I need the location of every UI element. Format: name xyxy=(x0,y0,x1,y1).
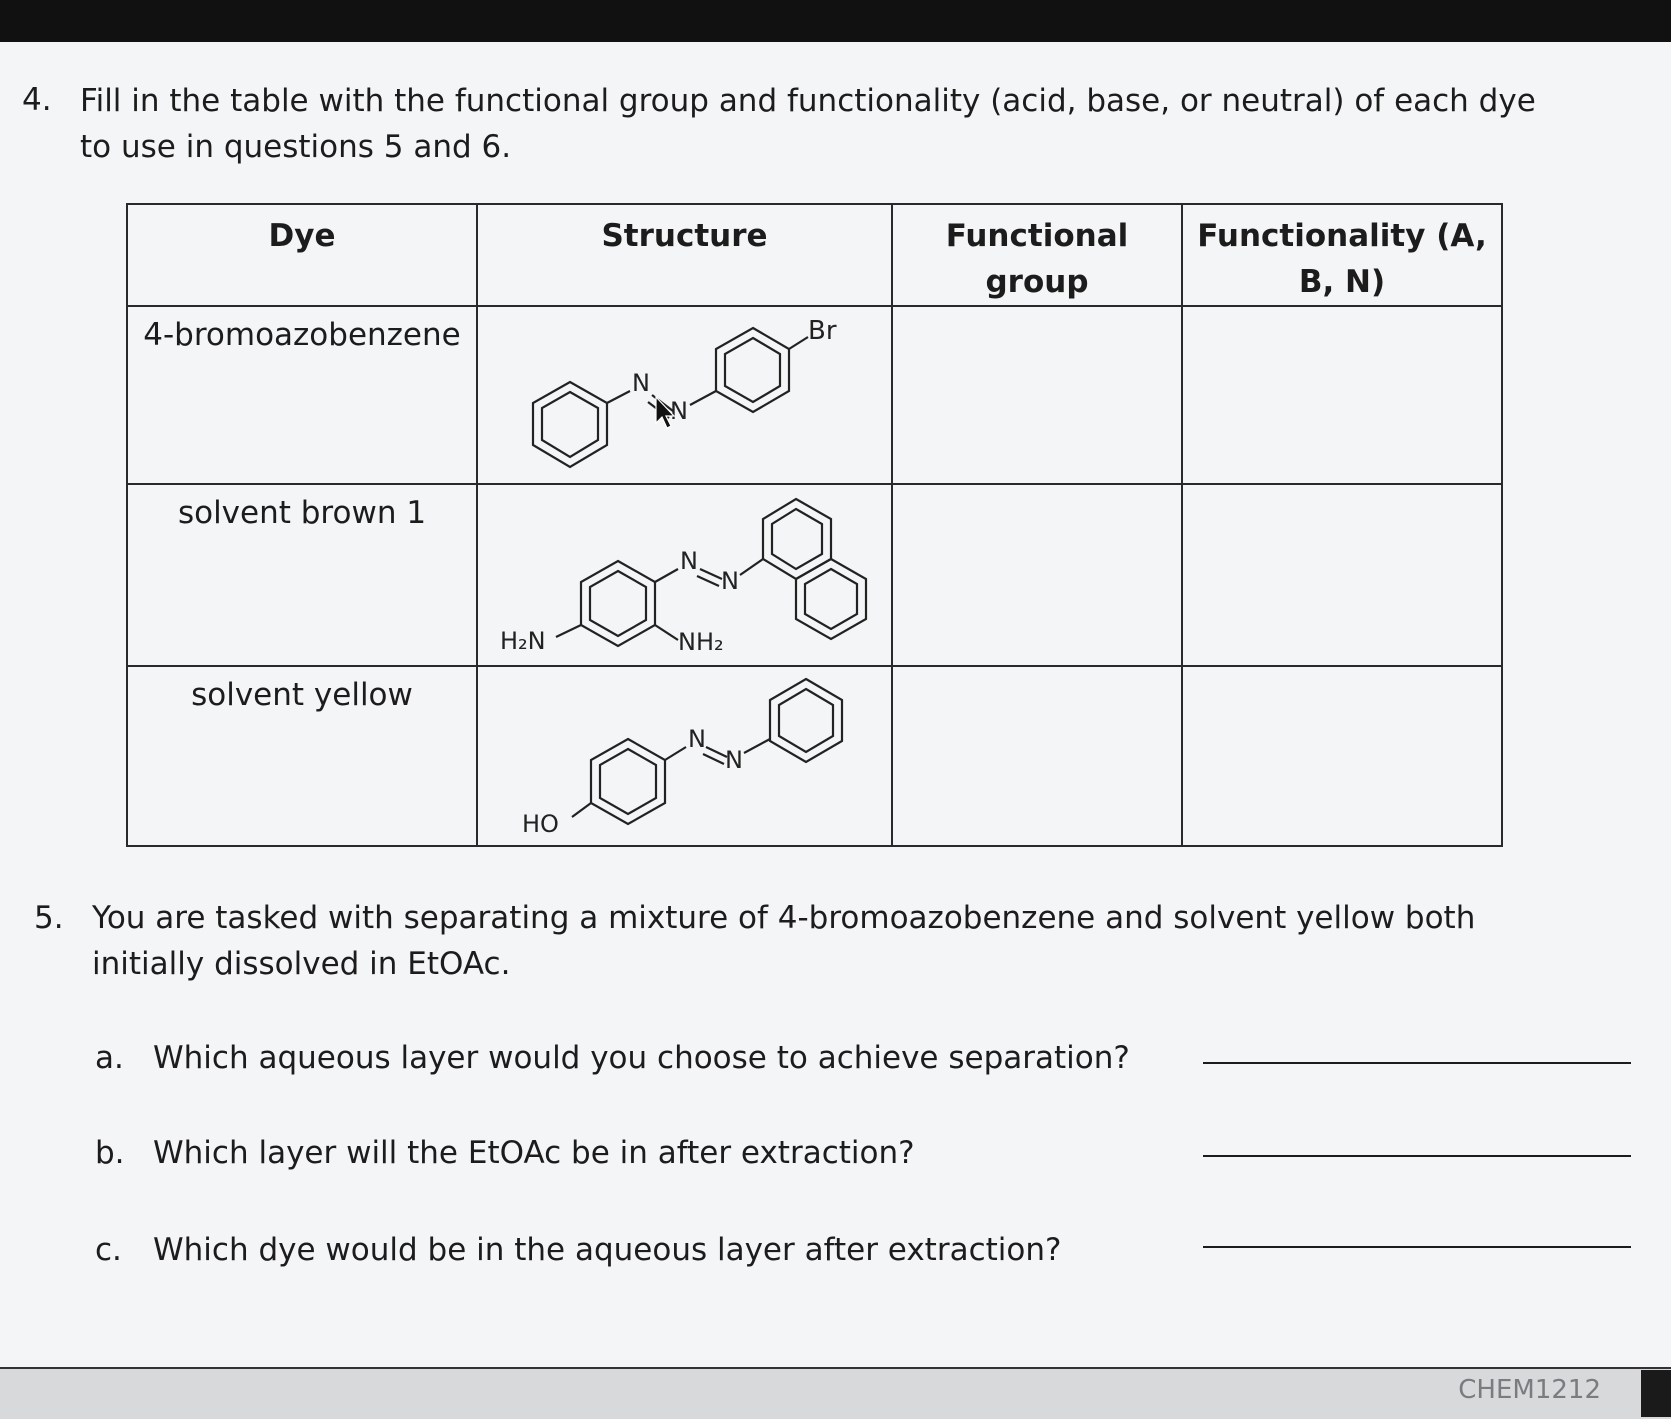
structure-cell xyxy=(477,666,892,846)
table-row xyxy=(127,484,1502,666)
answer-line-5c[interactable] xyxy=(1203,1246,1631,1248)
atom-label-n: N xyxy=(721,567,739,595)
benzene-inner-ring xyxy=(779,689,833,752)
atom-label-n: N xyxy=(670,397,688,425)
benzene-inner-ring xyxy=(600,749,656,814)
question-5-text: You are tasked with separating a mixture of 4-bromoazobenzene and solvent yellow both initially dissolved in EtOAc. xyxy=(92,900,1476,982)
functional-group-answer-cell[interactable] xyxy=(892,666,1182,846)
table-row xyxy=(127,666,1502,846)
footer-course-code: CHEM1212 xyxy=(1458,1375,1601,1405)
benzene-inner-ring xyxy=(725,338,780,402)
question-5a-letter: a. xyxy=(95,1040,124,1076)
answer-line-5a[interactable] xyxy=(1203,1062,1631,1064)
atom-label-h2n: H₂N xyxy=(500,627,546,655)
answer-line-5b[interactable] xyxy=(1203,1155,1631,1157)
atom-label-n: N xyxy=(632,369,650,397)
table-header-row xyxy=(127,204,1502,306)
naphthalene-inner-ring xyxy=(805,569,857,629)
atom-label-n: N xyxy=(725,746,743,774)
question-5a-text: Which aqueous layer would you choose to achieve separation? xyxy=(153,1040,1130,1076)
naphthalene-ring xyxy=(763,499,831,579)
structure-4-bromoazobenzene xyxy=(478,307,891,483)
header-structure: Structure xyxy=(477,204,892,306)
question-5c-letter: c. xyxy=(95,1232,122,1268)
naphthalene-ring xyxy=(796,559,866,639)
question-4-number: 4. xyxy=(22,82,52,118)
question-5c-text: Which dye would be in the aqueous layer after extraction? xyxy=(153,1232,1062,1268)
dye-name-cell: solvent yellow xyxy=(127,666,477,846)
dye-name-cell: solvent brown 1 xyxy=(127,484,477,666)
page-bottom-edge xyxy=(0,1367,1671,1419)
atom-label-br: Br xyxy=(808,316,837,346)
functionality-answer-cell[interactable] xyxy=(1182,484,1502,666)
naphthalene-inner-ring xyxy=(772,509,822,569)
atom-label-n: N xyxy=(688,725,706,753)
benzene-inner-ring xyxy=(542,392,598,457)
top-dark-bar xyxy=(0,0,1671,42)
corner-dark-block xyxy=(1641,1370,1671,1417)
dye-table xyxy=(126,203,1503,847)
atom-label-ho: HO xyxy=(522,810,559,838)
header-functionality: Functionality (A, B, N) xyxy=(1182,204,1502,306)
benzene-ring xyxy=(533,382,607,467)
question-4-text: Fill in the table with the functional group and functionality (acid, base, or neutral) of each dye to use in questions 5 and 6. xyxy=(80,83,1536,165)
atom-label-nh2: NH₂ xyxy=(678,628,724,656)
benzene-ring xyxy=(716,328,789,412)
functionality-answer-cell[interactable] xyxy=(1182,306,1502,484)
structure-solvent-yellow xyxy=(478,667,891,845)
benzene-ring xyxy=(770,679,842,762)
benzene-ring xyxy=(581,561,655,646)
header-dye: Dye xyxy=(127,204,477,306)
question-5b-letter: b. xyxy=(95,1135,125,1171)
question-5b-text: Which layer will the EtOAc be in after extraction? xyxy=(153,1135,915,1171)
table-row xyxy=(127,306,1502,484)
benzene-ring xyxy=(591,739,665,824)
structure-cell xyxy=(477,306,892,484)
header-functional-group: Functional group xyxy=(892,204,1182,306)
functional-group-answer-cell[interactable] xyxy=(892,306,1182,484)
functional-group-answer-cell[interactable] xyxy=(892,484,1182,666)
dye-name-cell: 4-bromoazobenzene xyxy=(127,306,477,484)
benzene-inner-ring xyxy=(590,571,646,636)
question-5-number: 5. xyxy=(34,900,64,936)
atom-label-n: N xyxy=(680,547,698,575)
structure-solvent-brown-1 xyxy=(478,485,891,665)
functionality-answer-cell[interactable] xyxy=(1182,666,1502,846)
structure-cell xyxy=(477,484,892,666)
